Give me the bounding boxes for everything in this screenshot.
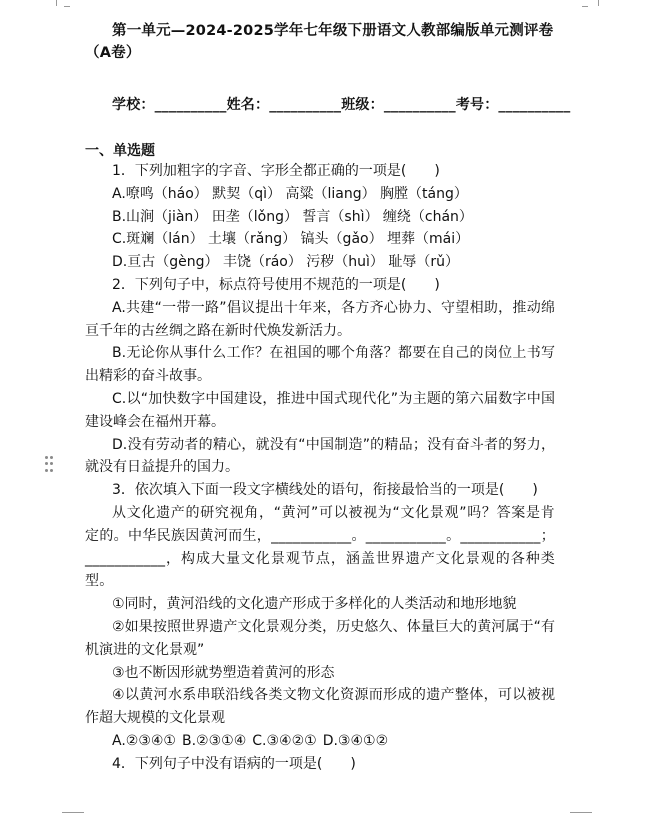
question-3-choice-d: D.③④①② (322, 732, 389, 749)
document-page (85, 20, 571, 776)
question-1-option-a: A.嘹鸣（háo） 默契（qì） 高粱（liang） 胸膛（táng） (112, 185, 468, 202)
question-1-stem: 1．下列加粗字的字音、字形全都正确的一项是( ) (112, 163, 440, 179)
question-2-option-d: D.没有劳动者的精心，就没有“中国制造”的精品；没有奋斗者的努力，就没有日益提升的国力。 (85, 436, 555, 476)
class-field[interactable]: 班级：__________ (341, 97, 456, 113)
name-field[interactable]: 姓名：__________ (226, 97, 342, 113)
crop-mark-bottom-right (570, 812, 592, 813)
question-2-option-c: C.以“加快数字中国建设，推进中国式现代化”为主题的第六届数字中国建设峰会在福州开幕。 (85, 390, 555, 430)
question-3-item-4: ④以黄河水系串联沿线各类文物文化资源而形成的遗产整体，可以被视作超大规模的文化景观 (85, 687, 555, 727)
exam-number-field[interactable]: 考号：__________ (455, 97, 571, 113)
question-1-option-d: D.亘古（gèng） 丰饶（ráo） 污秽（huì） 耻辱（rǔ） (112, 254, 460, 271)
question-3-choice-a: A.②③④① (112, 732, 176, 749)
question-3-stem: 3．依次填入下面一段文字横线处的语句，衔接最恰当的一项是( ) (112, 482, 538, 499)
crop-mark-top-left-v (56, 0, 57, 6)
question-2-option-b: B.无论你从事什么工作？在祖国的哪个角落？都要在自己的岗位上书写出精彩的奋斗故事。 (85, 345, 555, 385)
exam-title: 第一单元—2024-2025学年七年级下册语文人教部编版单元测评卷（A卷） (85, 23, 554, 61)
crop-mark-top-right-v (598, 0, 599, 6)
question-3-choices (85, 730, 555, 753)
question-2-option-a: A.共建“一带一路”倡议提出十年来，各方齐心协力、守望相助，推动绵亘千年的古丝绸之路在新时代焕发新活力。 (85, 299, 555, 339)
question-1-option-c: C.斑斓（lán） 土壤（rǎng） 镐头（gǎo） 埋葬（mái） (112, 231, 470, 248)
question-3-item-2: ②如果按照世界遗产文化景观分类，历史悠久、体量巨大的黄河属于“有机演进的文化景观” (85, 618, 555, 658)
student-info-line (85, 94, 571, 114)
crop-mark-bottom-left (62, 812, 84, 813)
section-heading: 一、单选题 (85, 143, 155, 159)
crop-mark-top-right-h (582, 6, 588, 7)
question-3-item-1: ①同时，黄河沿线的文化遗产形成于多样化的人类活动和地形地貌 (112, 596, 517, 613)
question-3-choice-b: B.②③①④ (181, 732, 247, 749)
question-1-option-b: B.山涧（jiàn） 田垄（lǒng） 誓言（shì） 缠绕（chán） (112, 208, 473, 225)
question-3-choice-c: C.③④②① (252, 732, 317, 749)
question-3-passage: 从文化遗产的研究视角，“黄河”可以被视为“文化景观”吗？答案是肯定的。中华民族因黄河而生，___________。___________。___________；___________，构成大量文化景观节点，涵盖世界遗产文化景观的各种类型。 (85, 504, 555, 590)
question-4-stem: 4．下列句子中没有语病的一项是( ) (112, 755, 356, 772)
question-2-stem: 2．下列句子中，标点符号使用不规范的一项是( ) (112, 276, 440, 293)
school-field[interactable]: 学校：__________ (112, 97, 227, 113)
question-3-item-3: ③也不断因形就势塑造着黄河的形态 (112, 664, 335, 681)
crop-mark-top-left-h (64, 6, 70, 7)
drag-handle-icon[interactable] (45, 456, 53, 472)
